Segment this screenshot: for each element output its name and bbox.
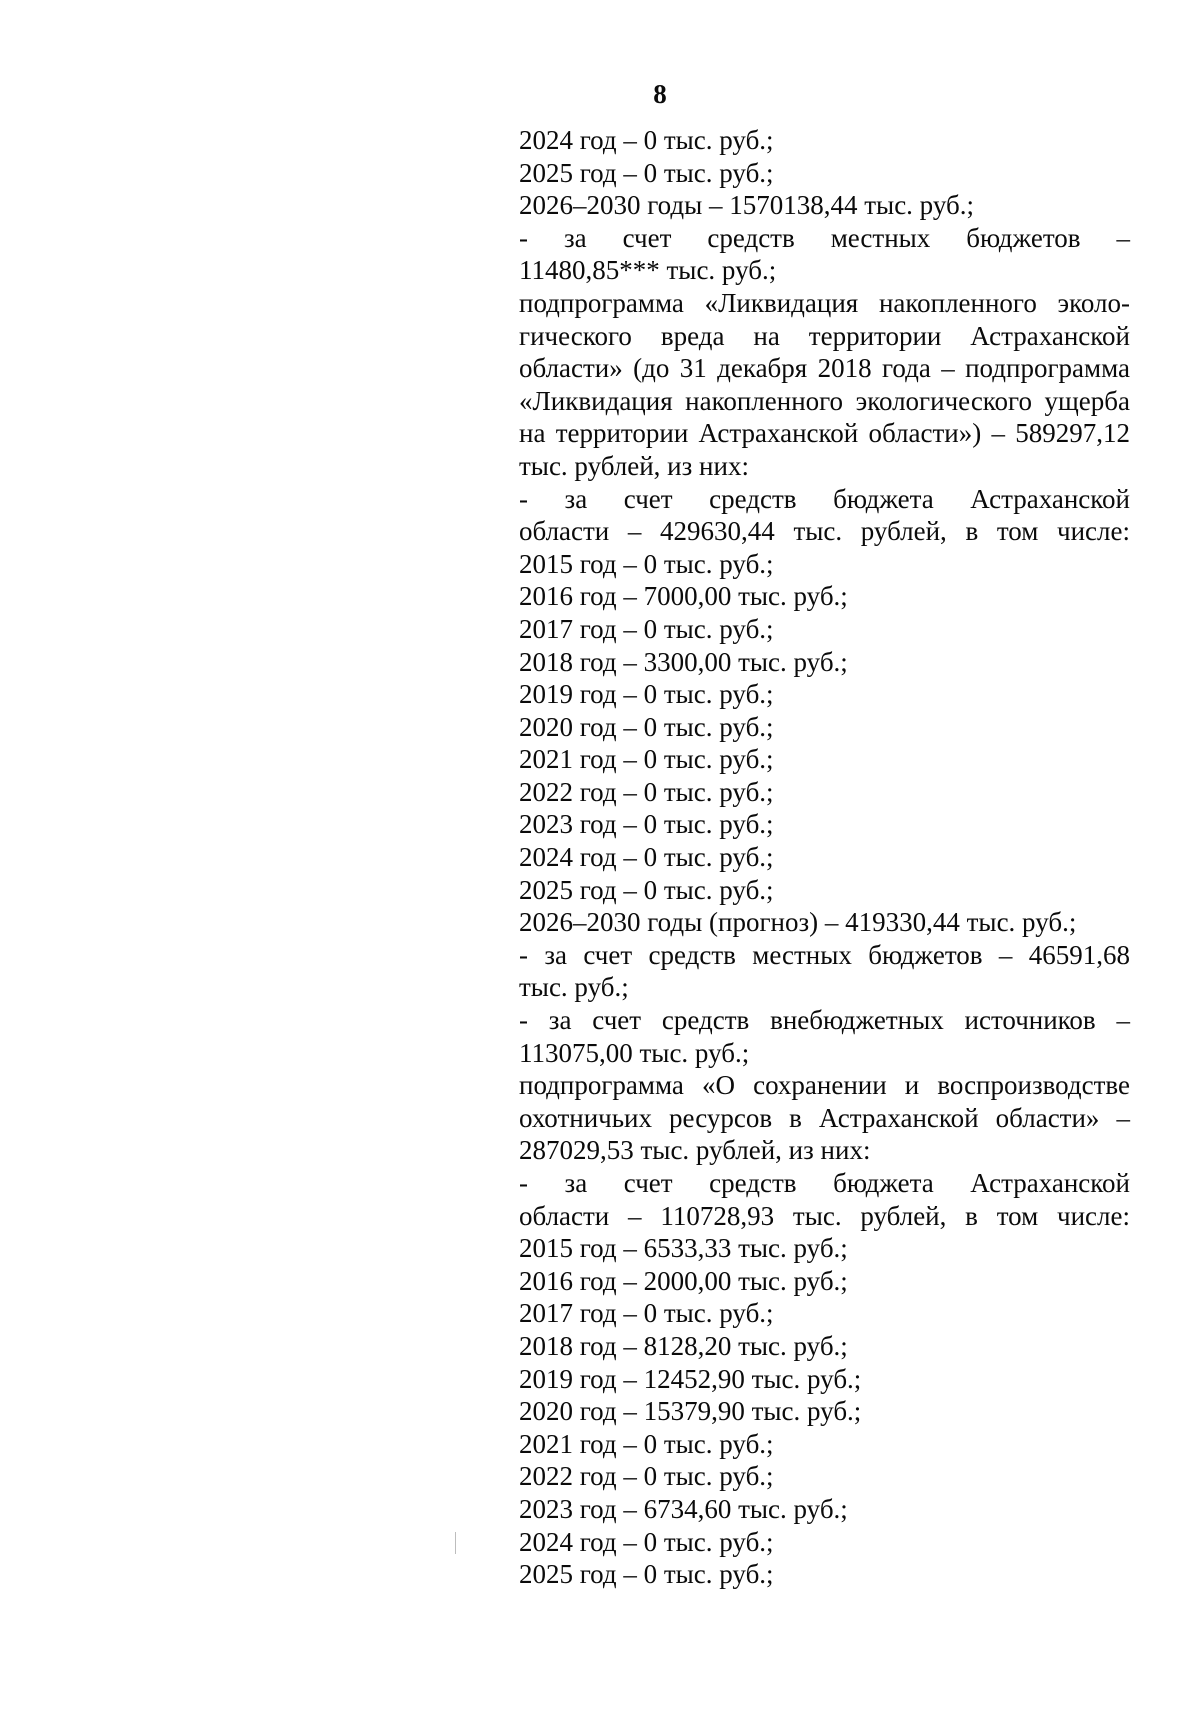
text-line: 2020 год – 15379,90 тыс. руб.;	[519, 1396, 862, 1427]
text-line: 2026–2030 годы – 1570138,44 тыс. руб.;	[519, 190, 974, 221]
text-line: 2026–2030 годы (прогноз) – 419330,44 тыс. руб.;	[519, 907, 1077, 938]
text-line: подпрограмма «Ликвидация накопленного эколо-	[519, 287, 1130, 318]
page-number: 8	[653, 79, 667, 109]
text-line: - за счет средств бюджета Астраханской	[519, 483, 1130, 514]
text-line: 2021 год – 0 тыс. руб.;	[519, 744, 774, 775]
text-line: 2021 год – 0 тыс. руб.;	[519, 1428, 774, 1459]
text-line: 2023 год – 0 тыс. руб.;	[519, 809, 774, 840]
scan-artifact	[455, 1532, 456, 1554]
text-line: 2020 год – 0 тыс. руб.;	[519, 711, 774, 742]
text-line: 2017 год – 0 тыс. руб.;	[519, 1298, 774, 1329]
text-line: 2015 год – 6533,33 тыс. руб.;	[519, 1233, 848, 1264]
text-line: области – 429630,44 тыс. рублей, в том числе:	[519, 516, 1130, 547]
text-line: 2018 год – 8128,20 тыс. руб.;	[519, 1330, 848, 1361]
text-line: 2022 год – 0 тыс. руб.;	[519, 1461, 774, 1492]
text-line: 2025 год – 0 тыс. руб.;	[519, 874, 774, 905]
text-line: 2019 год – 12452,90 тыс. руб.;	[519, 1363, 862, 1394]
text-line: 2023 год – 6734,60 тыс. руб.;	[519, 1493, 848, 1524]
text-line: 2025 год – 0 тыс. руб.;	[519, 157, 774, 188]
document-body	[519, 124, 1130, 1591]
text-line: 2024 год – 0 тыс. руб.;	[519, 125, 774, 155]
text-line: 2015 год – 0 тыс. руб.;	[519, 548, 774, 579]
text-line: охотничьих ресурсов в Астраханской области» –	[519, 1102, 1130, 1133]
text-line: 2024 год – 0 тыс. руб.;	[519, 842, 774, 873]
text-line: 2024 год – 0 тыс. руб.;	[519, 1526, 774, 1557]
text-line: 11480,85*** тыс. руб.;	[519, 255, 777, 286]
text-line: на территории Астраханской области») – 589297,12	[519, 418, 1130, 449]
text-line: 2018 год – 3300,00 тыс. руб.;	[519, 646, 848, 677]
text-line: тыс. рублей, из них:	[519, 450, 749, 481]
text-line: 113075,00 тыс. руб.;	[519, 1037, 750, 1068]
text-line: области – 110728,93 тыс. рублей, в том числе:	[519, 1200, 1130, 1231]
text-line: 2022 год – 0 тыс. руб.;	[519, 776, 774, 807]
text-line: - за счет средств местных бюджетов – 46591,68	[519, 939, 1130, 970]
text-line: 287029,53 тыс. рублей, из них:	[519, 1135, 871, 1166]
text-line: тыс. руб.;	[519, 972, 629, 1003]
text-line: 2016 год – 2000,00 тыс. руб.;	[519, 1265, 848, 1296]
text-line: 2019 год – 0 тыс. руб.;	[519, 679, 774, 710]
text-line: области» (до 31 декабря 2018 года – подпрограмма	[519, 353, 1130, 384]
text-line: - за счет средств местных бюджетов –	[519, 222, 1130, 253]
text-line: - за счет средств бюджета Астраханской	[519, 1168, 1130, 1198]
text-line: - за счет средств внебюджетных источников –	[519, 1005, 1130, 1036]
text-line: 2016 год – 7000,00 тыс. руб.;	[519, 581, 848, 612]
text-line: подпрограмма «О сохранении и воспроизводстве	[519, 1070, 1130, 1101]
text-line: 2017 год – 0 тыс. руб.;	[519, 613, 774, 644]
text-line: «Ликвидация накопленного экологического ущерба	[519, 385, 1130, 416]
text-line: 2025 год – 0 тыс. руб.;	[519, 1559, 774, 1590]
text-line: гического вреда на территории Астраханской	[519, 320, 1130, 351]
